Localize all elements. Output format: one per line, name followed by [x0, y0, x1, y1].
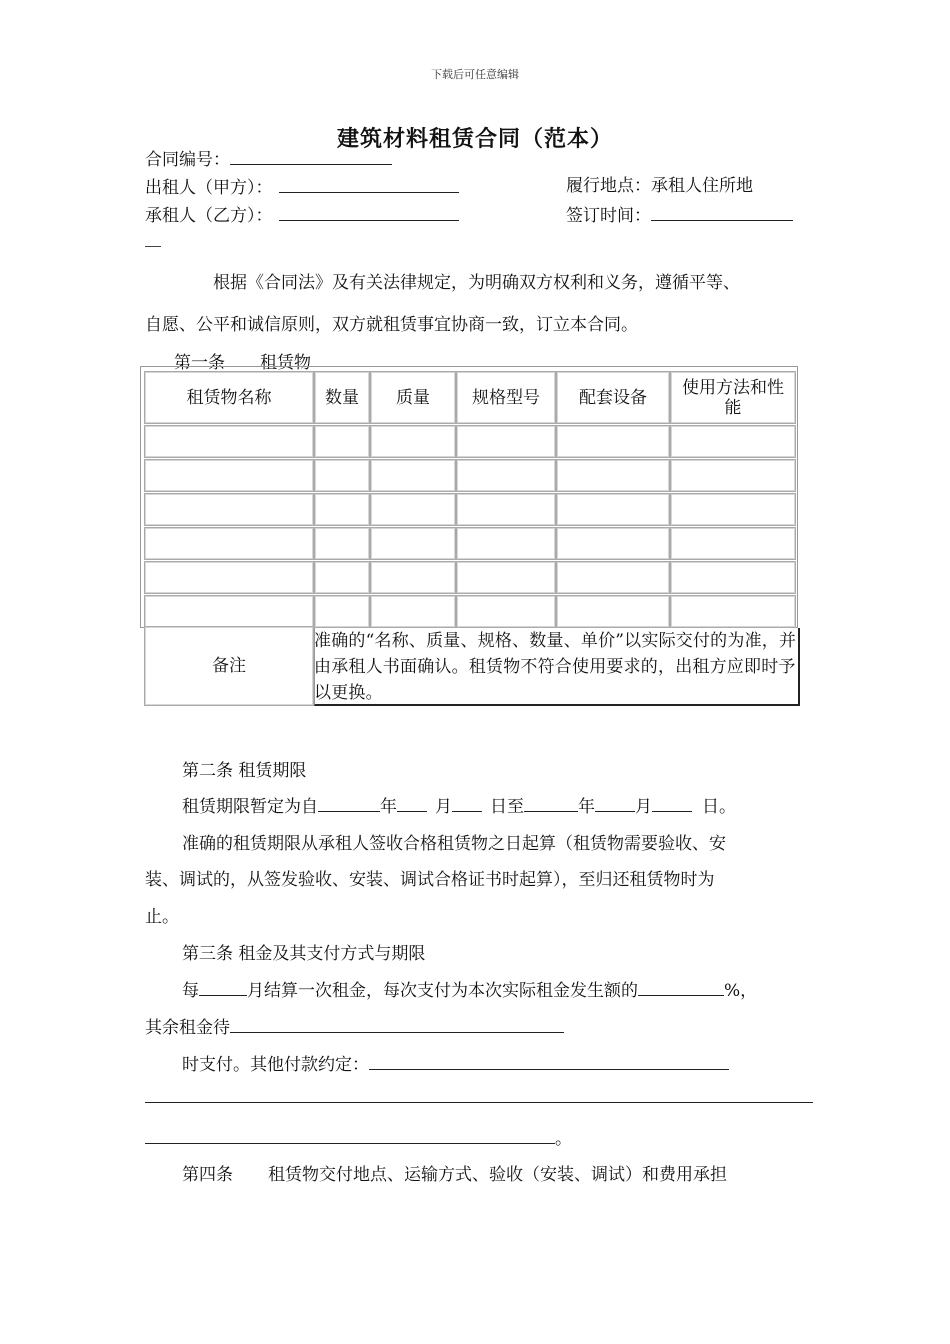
term-start-year-blank	[318, 795, 380, 812]
term-end-month-blank	[595, 795, 635, 812]
header-usage	[670, 371, 796, 424]
header-quality: 质量	[396, 387, 430, 408]
article2-para-line2: 装、调试的，从签发验收、安装、调试合格证书时起算），至归还租赁物时为	[145, 870, 715, 890]
table-cell	[314, 561, 370, 594]
table-cell	[370, 595, 456, 628]
table-cell	[144, 459, 314, 492]
table-cell	[456, 595, 556, 628]
table-cell	[314, 527, 370, 560]
lease-term-line	[182, 792, 736, 817]
other-payment-label: 时支付。其他付款约定：	[182, 1055, 369, 1075]
table-cell	[556, 527, 670, 560]
term-from-label: 租赁期限暂定为自	[182, 797, 318, 817]
lessee-blank	[279, 204, 459, 221]
note-text: 准确的“名称、质量、规格、数量、单价”以实际交付的为准，并由承租人书面确认。租赁物不符合使用要求的，出租方应即时予以更换。	[314, 631, 797, 703]
sign-date-row	[566, 204, 793, 226]
intro-paragraph-line1: 根据《合同法》及有关法律规定，为明确双方权利和义务，遵循平等、	[213, 273, 740, 293]
header-equipment: 配套设备	[579, 387, 647, 408]
table-cell	[456, 459, 556, 492]
rent-every-label: 每	[182, 981, 199, 1001]
contract-number-label: 合同编号：	[145, 150, 230, 170]
article1-title: 租赁物	[260, 353, 311, 373]
lessee-label: 承租人（乙方）：	[145, 206, 273, 226]
table-cell	[370, 561, 456, 594]
rent-percent-label: %，	[724, 981, 758, 1001]
article2-title: 第二条 租赁期限	[182, 761, 307, 781]
rent-remaining-blank	[230, 1016, 564, 1033]
table-cell	[556, 561, 670, 594]
table-cell	[556, 493, 670, 526]
term-year-label: 年	[380, 797, 397, 817]
table-cell	[670, 493, 796, 526]
table-cell	[144, 527, 314, 560]
document-title: 建筑材料租赁合同（范本）	[336, 126, 613, 152]
table-cell	[556, 459, 670, 492]
article1-number: 第一条	[174, 353, 225, 373]
table-cell	[370, 493, 456, 526]
table-cell	[370, 425, 456, 458]
contract-number-blank	[230, 148, 392, 165]
rent-percent-blank	[638, 979, 724, 996]
contract-number-row	[145, 148, 392, 170]
other-payment-line3	[145, 1124, 572, 1149]
sign-date-blank-continued	[145, 246, 161, 247]
table-cell	[370, 527, 456, 560]
rent-remaining-label: 其余租金待	[145, 1018, 230, 1038]
table-cell	[456, 425, 556, 458]
lessor-row	[145, 176, 459, 198]
table-cell	[314, 595, 370, 628]
article3-title: 第三条 租金及其支付方式与期限	[182, 944, 426, 964]
table-cell	[670, 425, 796, 458]
table-cell	[314, 459, 370, 492]
header-note: 下载后可任意编辑	[431, 68, 519, 81]
header-quantity: 数量	[325, 387, 359, 408]
rent-settlement-line	[182, 976, 757, 1001]
table-cell	[314, 425, 370, 458]
table-cell	[370, 459, 456, 492]
table-cell	[144, 561, 314, 594]
intro-paragraph-line2: 自愿、公平和诚信原则，双方就租赁事宜协商一致，订立本合同。	[145, 315, 638, 335]
rent-months-blank	[199, 979, 247, 996]
term-start-day-blank	[452, 795, 482, 812]
header-spec-model: 规格型号	[472, 387, 540, 408]
table-cell	[144, 425, 314, 458]
other-payment-end: 。	[555, 1129, 572, 1149]
header-name: 租赁物名称	[186, 387, 272, 408]
article2-para-line1: 准确的租赁期限从承租人签收合格租赁物之日起算（租赁物需要验收、安	[182, 834, 726, 854]
lessor-label: 出租人（甲方）：	[145, 178, 273, 198]
term-end-month-label: 月	[635, 797, 652, 817]
table-cell	[144, 595, 314, 628]
lease-items-table	[140, 366, 800, 708]
place-label: 履行地点：承租人住所地	[566, 176, 753, 196]
other-payment-blank-line3	[145, 1127, 555, 1144]
table-cell	[670, 561, 796, 594]
table-cell	[556, 595, 670, 628]
lessor-blank	[279, 176, 459, 193]
header-usage-line2: 能	[724, 397, 742, 418]
sign-date-blank	[651, 204, 793, 221]
other-payment-blank	[369, 1053, 729, 1070]
article4-title: 租赁物交付地点、运输方式、验收（安装、调试）和费用承担	[268, 1165, 727, 1185]
term-month-label: 月	[435, 797, 452, 817]
term-end-year-label: 年	[578, 797, 595, 817]
table-cell	[670, 459, 796, 492]
term-to-label: 日至	[490, 797, 524, 817]
rent-settlement-text: 月结算一次租金，每次支付为本次实际租金发生额的	[247, 981, 638, 1001]
article2-para-line3: 止。	[145, 907, 179, 927]
table-cell	[456, 527, 556, 560]
rent-remaining-line	[145, 1013, 564, 1038]
term-end-day-label: 日。	[702, 797, 736, 817]
table-cell	[456, 561, 556, 594]
header-usage-line1: 使用方法和性	[682, 377, 784, 398]
term-end-year-blank	[524, 795, 578, 812]
sign-date-label: 签订时间：	[566, 206, 651, 226]
lessee-row	[145, 204, 459, 226]
other-payment-blank-line2	[145, 1102, 813, 1103]
article4-number: 第四条	[182, 1165, 233, 1185]
note-label: 备注	[212, 656, 246, 676]
table-cell	[456, 493, 556, 526]
table-cell	[670, 595, 796, 628]
term-start-month-blank	[397, 795, 427, 812]
term-end-day-blank	[652, 795, 692, 812]
table-cell	[556, 425, 670, 458]
table-cell	[144, 493, 314, 526]
other-payment-line	[182, 1050, 729, 1075]
table-cell	[670, 527, 796, 560]
table-cell	[314, 493, 370, 526]
